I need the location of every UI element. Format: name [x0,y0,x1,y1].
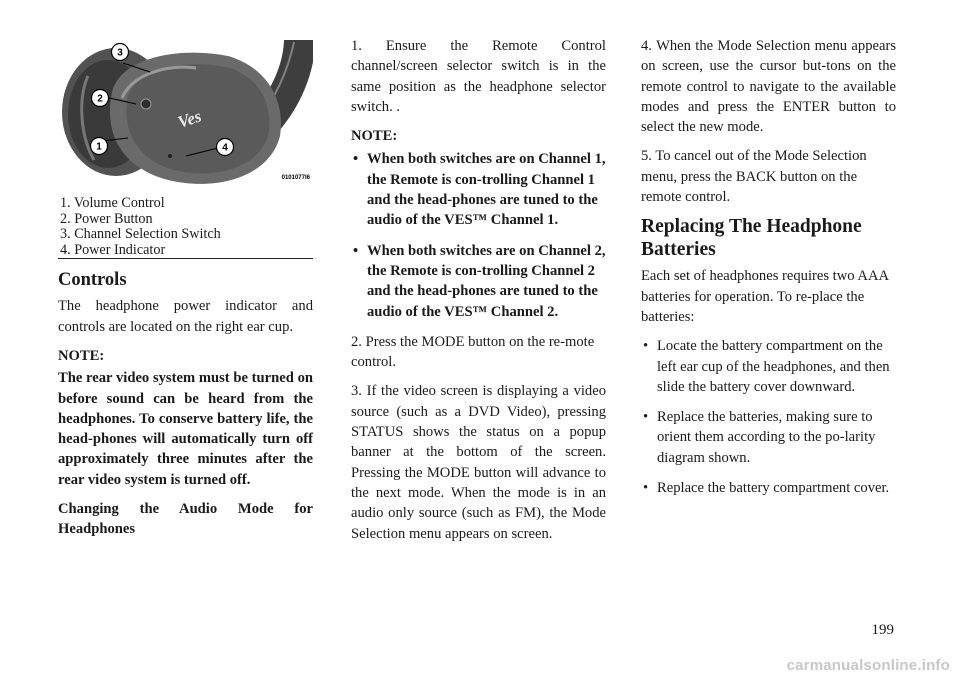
column-3 [641,36,896,508]
step-3: 3. If the video screen is displaying a video source (such as a DVD Video), pressing STATUS shows the status on a popup banner at the bottom of the screen. Pressing the MODE button will advance to the next mode. When the mode is in an audio only source (such as FM), the Mode Selection menu appears on screen. [351,383,606,542]
callout-3 [112,44,129,61]
step-1: 1. Ensure the Remote Control channel/screen selector switch is in the same position as the headphone selector switch. . [351,38,606,115]
batteries-heading: Replacing The Headphone Batteries [641,216,862,260]
controls-paragraph: The headphone power indicator and controls are located on the right ear cup. [58,298,313,335]
note-bullet-list [351,149,606,321]
step-5: 5. To cancel out of the Mode Selection menu, press the BACK button on the remote control. [641,148,867,206]
page-number: 199 [871,622,894,638]
step-2: 2. Press the MODE button on the re-mote control. [351,333,595,371]
list-item: • Replace the batteries, making sure to orient them according to the po-larity diagram shown. [643,409,876,466]
column-1 [58,36,313,549]
svg-text:4: 4 [222,142,228,154]
caption-4: 4. Power Indicator [60,241,166,258]
list-item: • Locate the battery compartment on the left ear cup of the headphones, and then slide the battery cover downward. [643,338,890,395]
callout-1 [91,138,108,155]
caption-1: 1. Volume Control [60,195,165,211]
list-item: • When both switches are on Channel 2, the Remote is con-trolling Channel 2 and the head-phones are tuned to the audio of the VES™ Channel 2. [353,242,606,320]
callout-4 [217,139,234,156]
audio-mode-subheading: Changing the Audio Mode for Headphones [58,501,313,538]
ves-logo: Ves [175,106,204,132]
figure-captions [58,196,313,259]
watermark: carmanualsonline.info [786,657,950,674]
controls-heading: Controls [58,270,127,291]
note-label: NOTE: [58,347,105,364]
list-item: • Replace the battery compartment cover. [643,480,890,497]
svg-text:2: 2 [97,93,103,105]
svg-text:3: 3 [117,47,123,59]
caption-2: 2. Power Button [60,210,153,227]
figure-id: 0101077I6 [281,175,310,181]
callout-2 [92,90,109,107]
column-2 [351,36,606,553]
caption-3: 3. Channel Selection Switch [60,226,221,243]
note-label-2: NOTE: [351,128,398,145]
step-4: 4. When the Mode Selection menu appears on screen, use the cursor but-tons on the remote control to navigate to the available modes and press the ENTER button to select the new mode. [641,38,896,136]
svg-text:1: 1 [96,141,102,153]
note-text: The rear video system must be turned on before sound can be heard from the headphones. To conserve battery life, the head-phones will automatically turn off approximately three minutes after the rear video system is turned off. [58,370,313,488]
headphone-illustration [58,36,313,192]
headphone-figure [58,36,313,192]
batteries-paragraph: Each set of headphones requires two AAA batteries for operation. To re-place the batteries: [641,268,889,325]
batteries-bullet-list [641,336,896,498]
list-item: • When both switches are on Channel 1, the Remote is con-trolling Channel 1 and the head-phones are tuned to the audio of the VES™ Channel 1. [353,151,606,229]
